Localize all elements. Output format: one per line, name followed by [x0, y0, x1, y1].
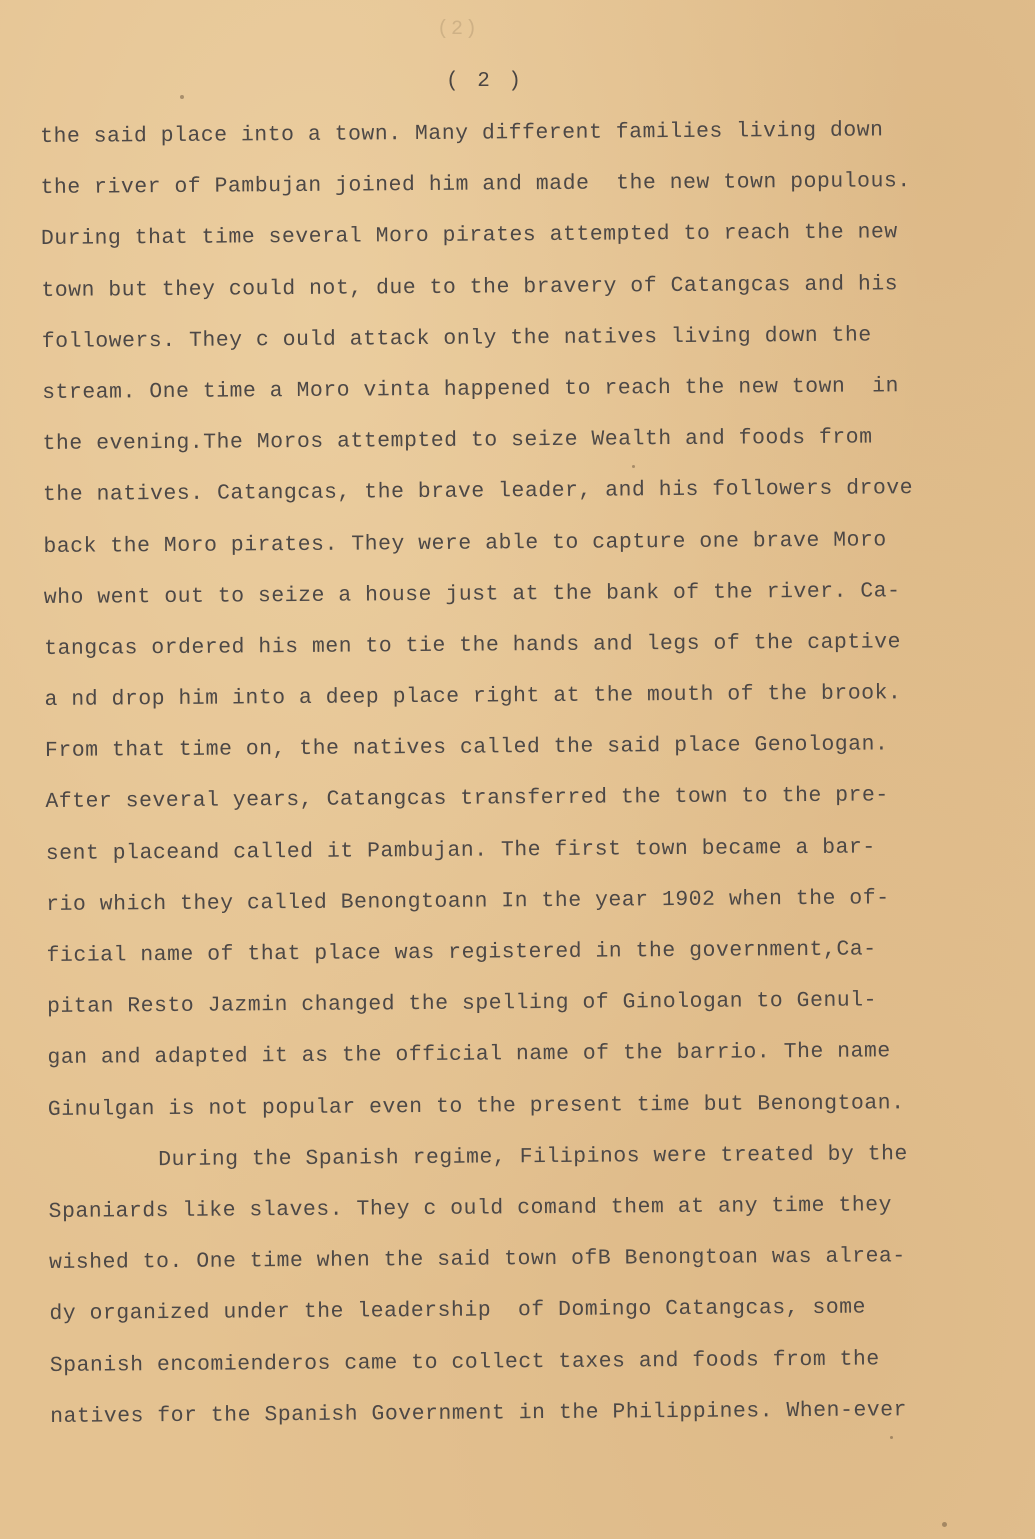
- text-line: town but they could not, due to the bravery of Catangcas and his: [41, 271, 899, 303]
- paper-speck: [632, 465, 635, 468]
- text-line: sent placeand called it Pambujan. The first town became a bar-: [45, 835, 876, 866]
- text-line: ficial name of that place was registered in the government,Ca-: [46, 937, 877, 968]
- text-line: From that time on, the natives called the said place Genologan.: [44, 732, 889, 764]
- text-line: dy organized under the leadership of Domingo Catangcas, some: [49, 1295, 867, 1327]
- paper-speck: [180, 95, 184, 99]
- page-number: ( 2 ): [446, 70, 525, 93]
- text-line: Spaniards like slaves. They c ould comand them at any time they: [48, 1193, 893, 1224]
- text-line: followers. They c ould attack only the natives living down the: [41, 323, 872, 354]
- text-line: tangcas ordered his men to tie the hands and legs of the captive: [44, 630, 902, 661]
- text-line: After several years, Catangcas transferred the town to the pre-: [45, 783, 889, 815]
- text-line: a nd drop him into a deep place right at the mouth of the brook.: [44, 681, 902, 713]
- text-line: the said place into a town. Many different families living down: [40, 118, 884, 149]
- body-text: [40, 104, 1025, 1442]
- paper-speck: [942, 1522, 947, 1527]
- text-line: Spanish encomienderos came to collect taxes and foods from the: [49, 1346, 880, 1378]
- text-line: the natives. Catangcas, the brave leader, and his followers drove: [42, 476, 914, 508]
- text-line: back the Moro pirates. They were able to capture one brave Moro: [43, 527, 887, 559]
- text-line: rio which they called Benongtoann In the year 1902 when the of-: [46, 886, 890, 917]
- faint-page-mark: (2): [437, 18, 480, 41]
- text-line: pitan Resto Jazmin changed the spelling of Ginologan to Genul-: [46, 988, 878, 1020]
- text-line: the river of Pambujan joined him and made the new town populous.: [40, 169, 911, 201]
- text-line: During that time several Moro pirates attempted to reach the new: [40, 220, 898, 252]
- text-line: the evening.The Moros attempted to seize Wealth and foods from: [42, 425, 873, 457]
- paper-speck: [890, 1436, 893, 1439]
- text-line: stream. One time a Moro vinta happened to reach the new town in: [42, 374, 900, 405]
- text-line: gan and adapted it as the official name of the barrio. The name: [47, 1039, 891, 1071]
- paragraph-start-line: During the Spanish regime, Filipinos were treated by the: [158, 1141, 908, 1172]
- text-line: wished to. One time when the said town ofB Benongtoan was alrea-: [48, 1244, 906, 1276]
- text-line: Ginulgan is not popular even to the present time but Benongtoan.: [47, 1090, 905, 1122]
- text-line: natives for the Spanish Government in the Philippines. When-ever: [50, 1397, 908, 1429]
- text-line: who went out to seize a house just at the bank of the river. Ca-: [43, 578, 901, 610]
